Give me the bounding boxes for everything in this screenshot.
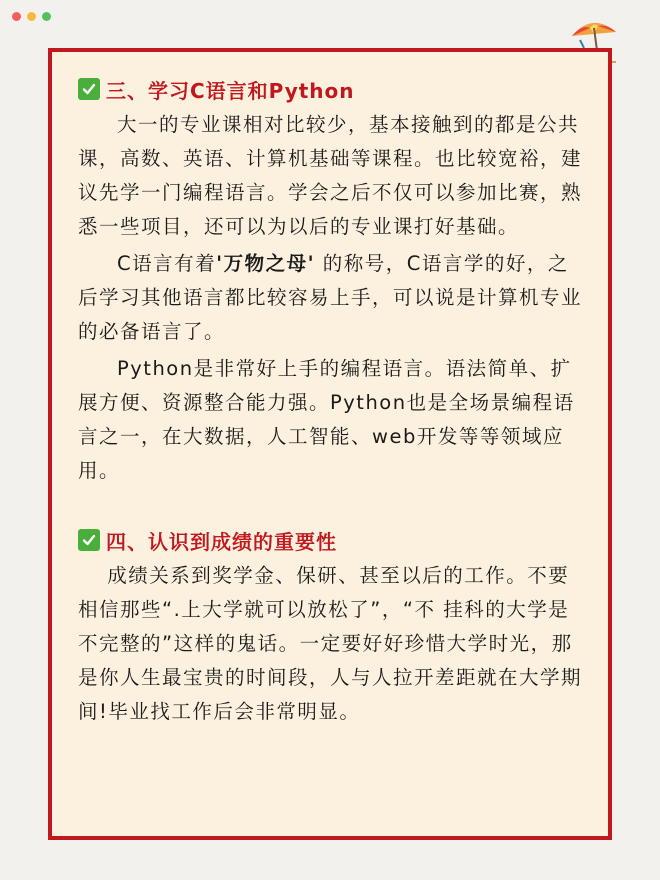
content-card — [48, 48, 612, 840]
section3-p2-before: C语言有着 — [117, 252, 217, 275]
section-heading-3-text: 三、学习C语言和Python — [106, 78, 355, 103]
minimize-dot[interactable] — [27, 12, 36, 21]
checkmark-icon — [78, 78, 100, 100]
section-heading-3 — [78, 74, 586, 104]
close-dot[interactable] — [12, 12, 21, 21]
section-heading-4 — [78, 525, 586, 555]
section3-p2-bold: '万物之母' — [216, 252, 316, 275]
maximize-dot[interactable] — [42, 12, 51, 21]
section-heading-4-text: 四、认识到成绩的重要性 — [106, 529, 337, 554]
section3-paragraph-2 — [78, 247, 586, 349]
section4-paragraph-1: 成绩关系到奖学金、保研、甚至以后的工作。不要相信那些“.上大学就可以放松了”，“不 挂科的大学是不完整的”这样的鬼话。一定要好好珍惜大学时光，那是你人生最宝贵的时间段，人与人拉开差距就在大学期间!毕业找工作后会非常明显。 — [78, 564, 583, 723]
section3-p2-after: 的称号，C语言学的好，之后学习其他语言都比较容易上手，可以说是计算机专业的必备语言了。 — [78, 252, 583, 343]
section3-paragraph-1: 大一的专业课相对比较少，基本接触到的都是公共课，高数、英语、计算机基础等课程。也比较宽裕，建议先学一门编程语言。学会之后不仅可以参加比赛，熟悉一些项目，还可以为以后的专业课打好基础。 — [78, 113, 583, 238]
section-spacer — [78, 491, 586, 525]
checkmark-icon — [78, 529, 100, 551]
section3-paragraph-3: Python是非常好上手的编程语言。语法简单、扩展方便、资源整合能力强。Python也是全场景编程语言之一，在大数据，人工智能、web开发等等领域应用。 — [78, 357, 575, 482]
window-controls — [12, 12, 51, 21]
